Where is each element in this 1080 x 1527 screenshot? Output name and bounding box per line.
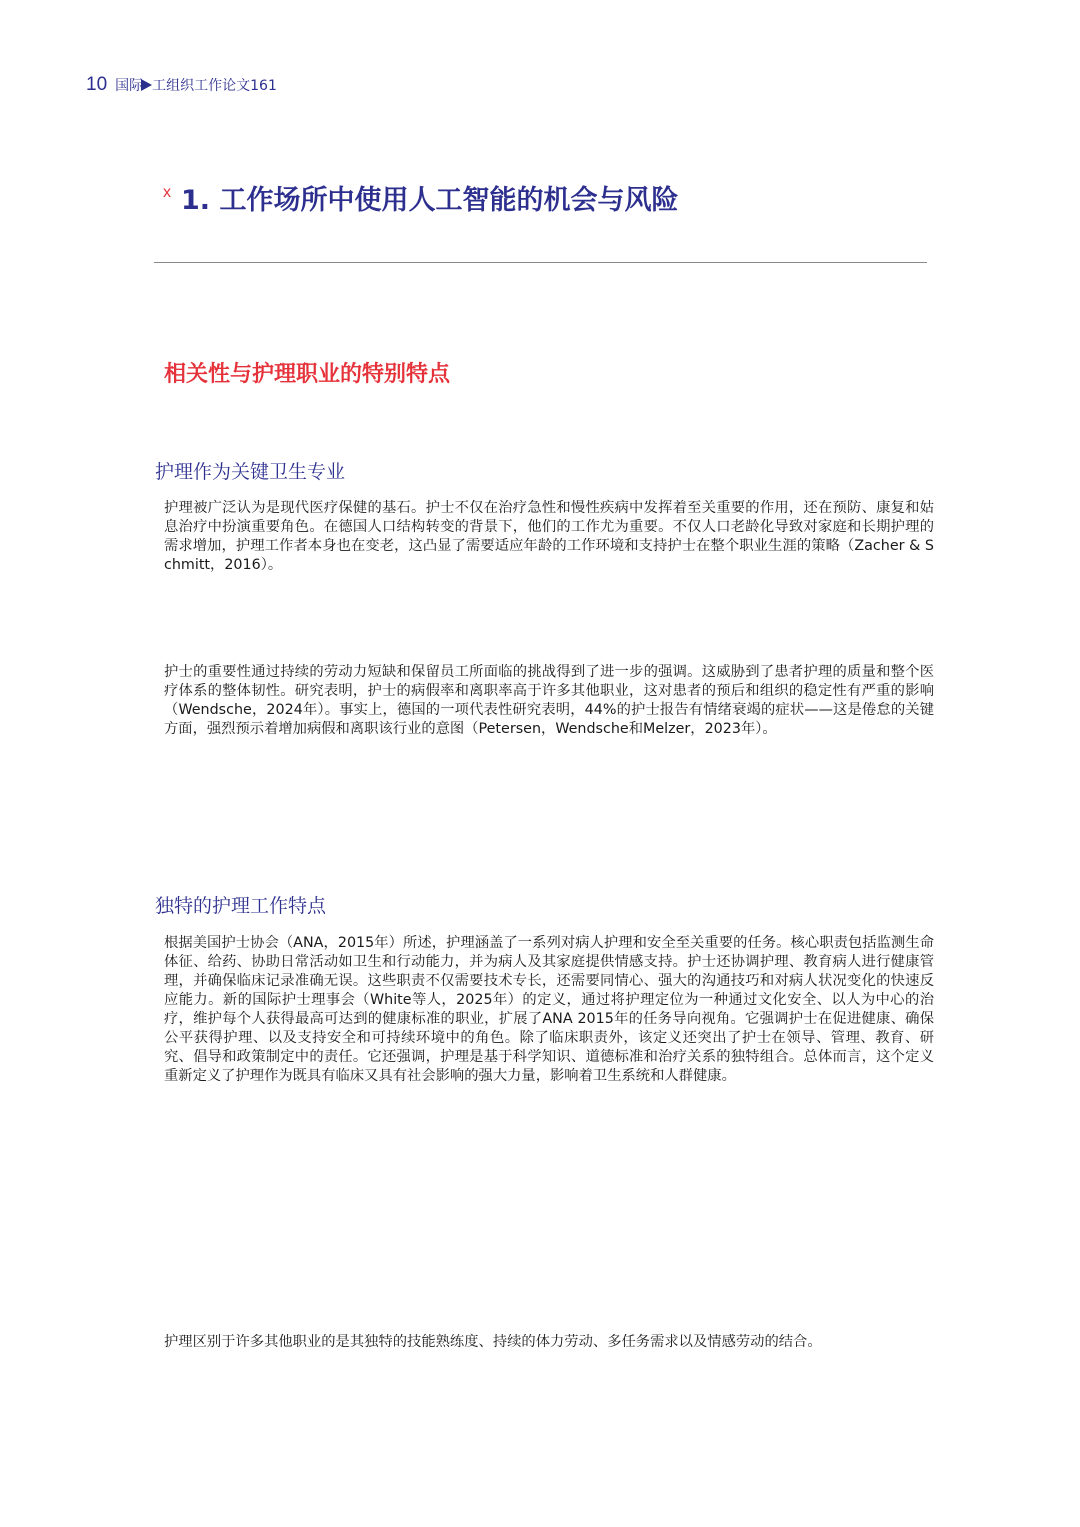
body-paragraph: 根据美国护士协会（ANA，2015年）所述，护理涵盖了一系列对病人护理和安全至关重要的任务。核心职责包括监测生命体征、给药、协助日常活动如卫生和行动能力，并为病人及其家庭提供情感支持。护士还协调护理、教育病人进行健康管理，并确保临床记录准确无误。这些职责不仅需要技术专长，还需要同情心、强大的沟通技巧和对病人状况变化的快速反应能力。新的国际护士理事会（White等人，2025年）的定义，通过将护理定位为一种通过文化安全、以人为中心的治疗，维护每个人获得最高可达到的健康标准的职业，扩展了ANA 2015年的任务导向视角。它强调护士在促进健康、确保公平获得护理、以及支持安全和可持续环境中的角色。除了临床职责外，该定义还突出了护士在领导、管理、教育、研究、倡导和政策制定中的责任。它还强调，护理是基于科学知识、道德标准和治疗关系的独特组合。总体而言，这个定义重新定义了护理作为既具有临床又具有社会影响的强大力量，影响着卫生系统和人群健康。 (164, 935, 934, 1084)
running-title (115, 75, 277, 95)
chapter-heading (163, 178, 678, 217)
section-title: 相关性与护理职业的特别特点 (164, 362, 451, 387)
page-number: 10 (86, 74, 108, 95)
subsection-title-nursing-key-profession: 护理作为关键卫生专业 (155, 461, 346, 483)
running-title-part1: 国际 (115, 78, 144, 94)
body-paragraph: 护理被广泛认为是现代医疗保健的基石。护士不仅在治疗急性和慢性疾病中发挥着至关重要的作用，还在预防、康复和姑息治疗中扮演重要角色。在德国人口结构转变的背景下，他们的工作尤为重要。不仅人口老龄化导致对家庭和长期护理的需求增加，护理工作者本身也在变老，这凸显了需要适应年龄的工作环境和支持护士在整个职业生涯的策略（Zacher & Schmitt，2016）。 (164, 500, 934, 573)
page-header (86, 74, 277, 96)
subsection-title-unique-nursing-work: 独特的护理工作特点 (155, 895, 327, 917)
chapter-marker: x (163, 184, 171, 201)
body-paragraph: 护理区别于许多其他职业的是其独特的技能熟练度、持续的体力劳动、多任务需求以及情感劳动的结合。 (164, 1334, 822, 1350)
running-title-part2: 工组织工作论文161 (152, 78, 277, 94)
chapter-title: 1. 工作场所中使用人工智能的机会与风险 (181, 185, 679, 216)
body-paragraph: 护士的重要性通过持续的劳动力短缺和保留员工所面临的挑战得到了进一步的强调。这威胁到了患者护理的质量和整个医疗体系的整体韧性。研究表明，护士的病假率和离职率高于许多其他职业，这对患者的预后和组织的稳定性有严重的影响（Wendsche，2024年）。事实上，德国的一项代表性研究表明，44%的护士报告有情绪衰竭的症状——这是倦怠的关键方面，强烈预示着增加病假和离职该行业的意图（Petersen，Wendsche和Melzer，2023年）。 (164, 664, 934, 737)
arrow-right-icon (141, 79, 152, 91)
horizontal-divider (154, 262, 927, 263)
